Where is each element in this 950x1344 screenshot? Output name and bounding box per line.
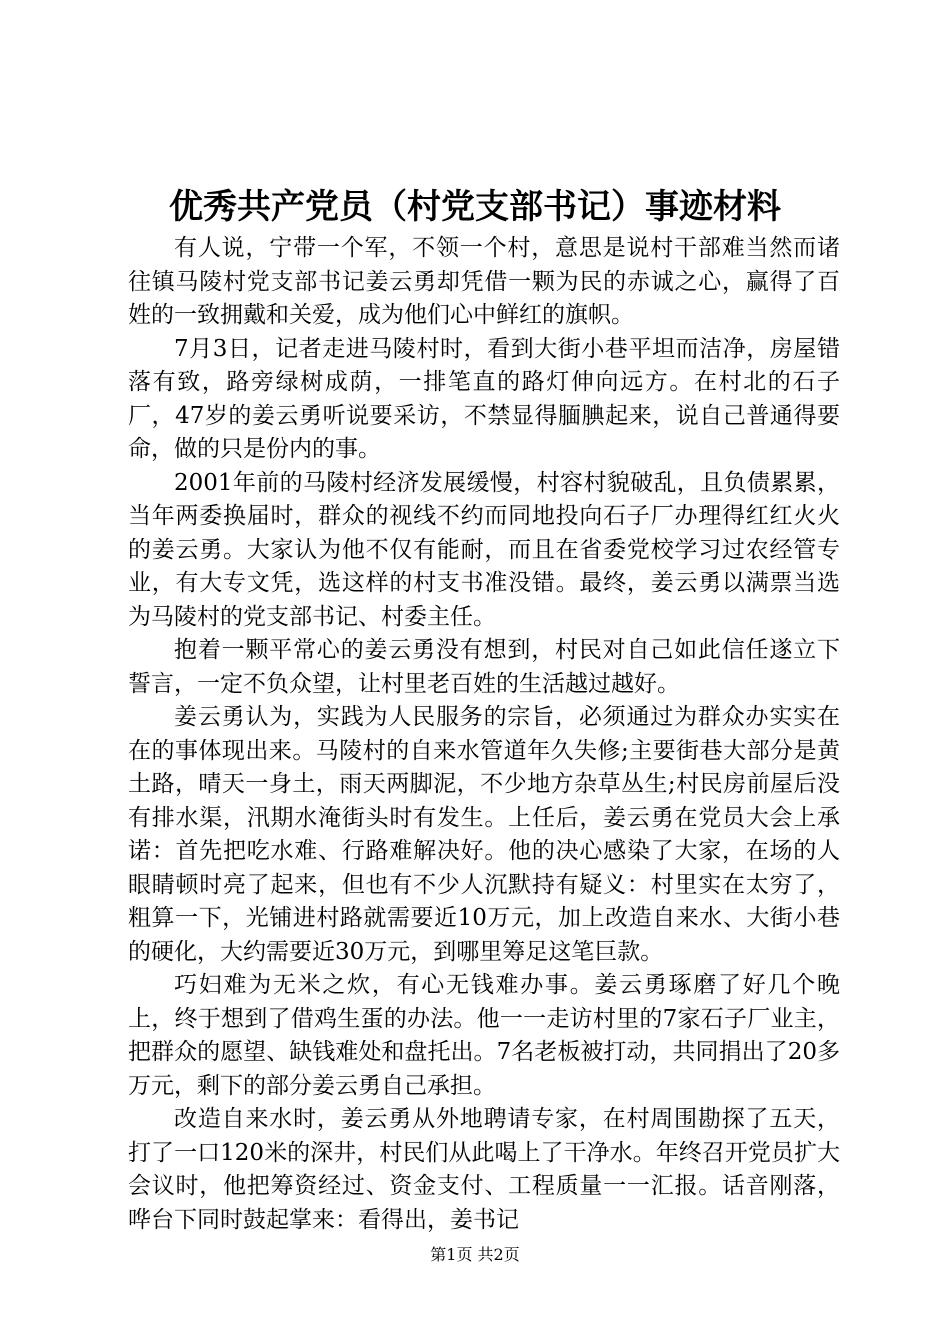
paragraph-7: 改造自来水时，姜云勇从外地聘请专家，在村周围勘探了五天，打了一口120米的深井，村民们从此喝上了干净水。年终召开党员扩大会议时，他把筹资经过、资金支付、工程质量一一汇报。话音刚落，哗台下同时鼓起掌来：看得出，姜书记 [128,1106,840,1233]
paragraph-2: 7月3日，记者走进马陵村时，看到大街小巷平坦而洁净，房屋错落有致，路旁绿树成荫，一排笔直的路灯伸向远方。在村北的石子厂，47岁的姜云勇听说要采访，不禁显得腼腆起来，说自己普通得要命，做的只是份内的事。 [128,335,840,462]
page-number-footer: 第1页 共2页 [430,1245,520,1264]
document-title: 优秀共产党员（村党支部书记）事迹材料 [169,187,781,227]
paragraph-4: 抱着一颗平常心的姜云勇没有想到，村民对自己如此信任遂立下誓言，一定不负众望，让村里老百姓的生活越过越好。 [128,637,840,697]
paragraph-5: 姜云勇认为，实践为人民服务的宗旨，必须通过为群众办实实在在的事体现出来。马陵村的自来水管道年久失修;主要街巷大部分是黄土路，晴天一身土，雨天两脚泥，不少地方杂草丛生;村民房前屋后没有排水渠，汛期水淹街头时有发生。上任后，姜云勇在党员大会上承诺：首先把吃水难、行路难解决好。他的决心感染了大家，在场的人眼睛顿时亮了起来，但也有不少人沉默持有疑义：村里实在太穷了，粗算一下，光铺进村路就需要近10万元，加上改造自来水、大街小巷的硬化，大约需要近30万元，到哪里筹足这笔巨款。 [128,704,840,965]
document-body [128,232,840,1237]
paragraph-6: 巧妇难为无米之炊，有心无钱难办事。姜云勇琢磨了好几个晚上，终于想到了借鸡生蛋的办法。他一一走访村里的7家石子厂业主，把群众的愿望、缺钱难处和盘托出。7名老板被打动，共同捐出了20多万元，剩下的部分姜云勇自己承担。 [128,972,840,1099]
paragraph-1: 有人说，宁带一个军，不领一个村，意思是说村干部难当然而诸往镇马陵村党支部书记姜云勇却凭借一颗为民的赤诚之心，赢得了百姓的一致拥戴和关爱，成为他们心中鲜红的旗帜。 [128,235,840,328]
paragraph-3: 2001年前的马陵村经济发展缓慢，村容村貌破乱，且负债累累，当年两委换届时，群众的视线不约而同地投向石子厂办理得红红火火的姜云勇。大家认为他不仅有能耐，而且在省委党校学习过农经管专业，有大专文凭，选这样的村支书准没错。最终，姜云勇以满票当选为马陵村的党支部书记、村委主任。 [128,469,840,630]
